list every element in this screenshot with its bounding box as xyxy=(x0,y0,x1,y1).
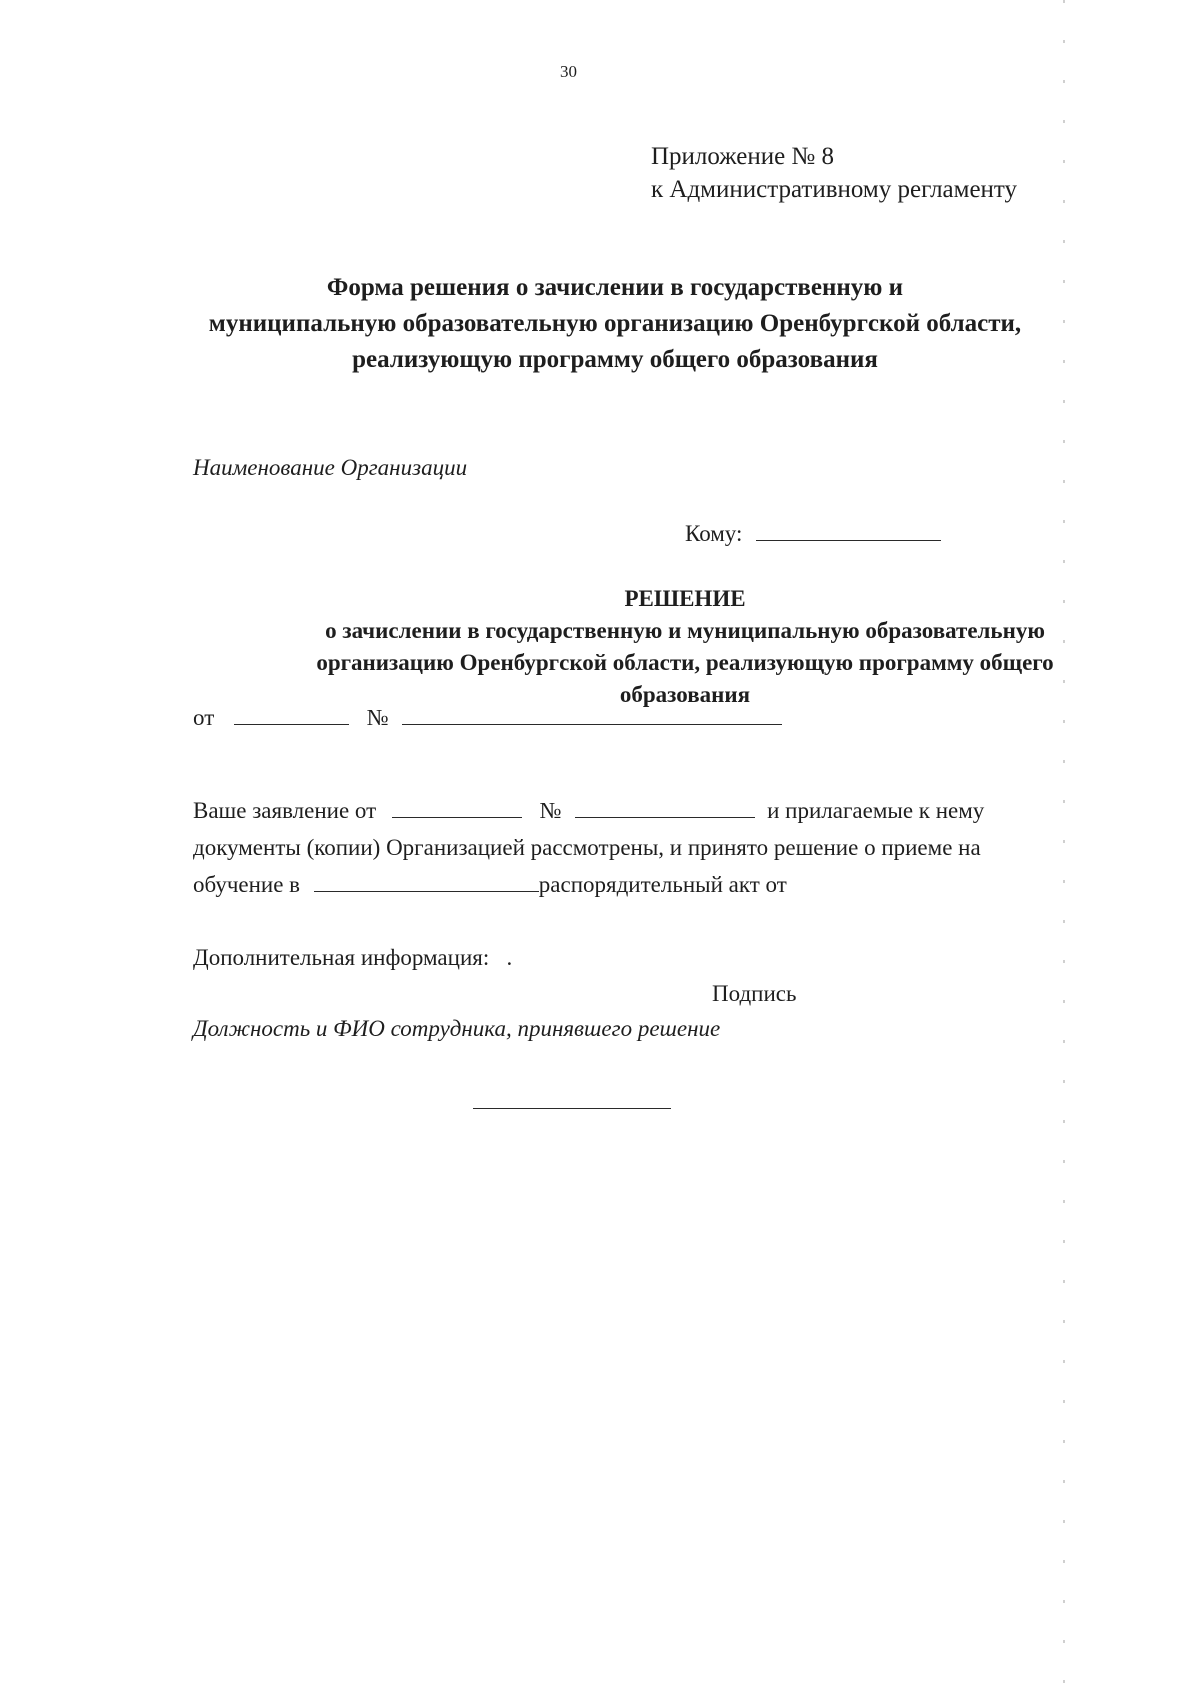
decision-title: РЕШЕНИЕ xyxy=(624,586,746,611)
recipient-label: Кому: xyxy=(685,521,743,546)
administrative-act-label: распорядительный акт от xyxy=(538,872,787,897)
application-from-label: Ваше заявление от xyxy=(193,798,377,823)
signature-label: Подпись xyxy=(712,981,797,1006)
employee-position-placeholder: Должность и ФИО сотрудника, принявшего решение xyxy=(193,1016,721,1041)
application-number-blank[interactable] xyxy=(575,795,755,818)
date-from-label: от xyxy=(193,705,215,730)
form-title-line-2: муниципальную образовательную организацию Оренбургской области, xyxy=(208,310,1022,337)
decision-subtitle-line-1: о зачислении в государственную и муниципальную образовательную xyxy=(325,618,1045,643)
body-line-2: документы (копии) Организацией рассмотрены, и принято решение о приеме на xyxy=(193,835,981,860)
training-program-blank[interactable] xyxy=(314,869,539,892)
attached-docs-label: и прилагаемые к нему xyxy=(767,798,985,823)
application-number-label: № xyxy=(539,798,562,823)
decision-heading xyxy=(140,583,1200,711)
decision-subtitle xyxy=(210,615,1160,711)
body-line-1 xyxy=(193,792,1113,829)
body-line-3 xyxy=(193,866,1113,903)
decision-date-blank[interactable] xyxy=(234,702,349,725)
recipient-blank[interactable] xyxy=(756,518,941,541)
additional-information-label: Дополнительная информация: . xyxy=(193,945,513,970)
decision-date-number-line xyxy=(193,702,782,731)
training-in-label: обучение в xyxy=(193,872,301,897)
appendix-regulation: к Административному регламенту xyxy=(651,176,1018,203)
decision-subtitle-line-2: организацию Оренбургской области, реализующую программу общего xyxy=(316,650,1054,675)
recipient-line xyxy=(685,518,941,547)
decision-number-label: № xyxy=(366,705,389,730)
appendix-reference xyxy=(651,140,1017,206)
organization-name-placeholder: Наименование Организации xyxy=(193,455,468,480)
form-title-line-1: Форма решения о зачислении в государственную и xyxy=(326,274,904,301)
appendix-number: Приложение № 8 xyxy=(651,143,835,170)
page-number: 30 xyxy=(560,62,577,81)
signature-blank[interactable] xyxy=(473,1108,671,1109)
form-title xyxy=(140,270,1090,378)
form-title-line-3: реализующую программу общего образования xyxy=(352,346,878,373)
decision-number-blank[interactable] xyxy=(402,702,782,725)
application-date-blank[interactable] xyxy=(392,795,522,818)
decision-subtitle-line-3: образования xyxy=(619,682,751,707)
decision-body xyxy=(193,792,1113,903)
